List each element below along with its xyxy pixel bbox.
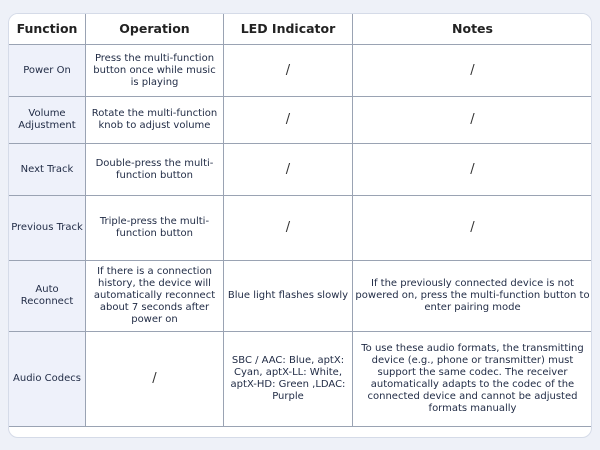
cell-notes: /	[353, 196, 593, 261]
cell-notes: /	[353, 144, 593, 196]
table-row	[9, 332, 593, 427]
cell-operation: Triple-press the multi-function button	[86, 196, 224, 261]
table-row	[9, 261, 593, 332]
cell-led: /	[224, 144, 353, 196]
cell-led: SBC / AAC: Blue, aptX: Cyan, aptX-LL: White, aptX-HD: Green ,LDAC: Purple	[224, 332, 353, 427]
cell-operation: Press the multi-function button once while music is playing	[86, 45, 224, 97]
cell-notes: /	[353, 45, 593, 97]
cell-led: /	[224, 97, 353, 144]
cell-notes: To use these audio formats, the transmitting device (e.g., phone or transmitter) must support the same codec. The receiver automatically adapts to the codec of the connected device and cannot be adjusted formats manually	[353, 332, 593, 427]
cell-operation: Rotate the multi-function knob to adjust volume	[86, 97, 224, 144]
cell-led: Blue light flashes slowly	[224, 261, 353, 332]
table-row	[9, 196, 593, 261]
cell-operation: /	[86, 332, 224, 427]
header-operation: Operation	[86, 14, 224, 45]
cell-notes: /	[353, 97, 593, 144]
header-led-indicator: LED Indicator	[224, 14, 353, 45]
table-header-row	[9, 14, 593, 45]
cell-function: Auto Reconnect	[9, 261, 86, 332]
cell-operation: If there is a connection history, the device will automatically reconnect about 7 seconds after power on	[86, 261, 224, 332]
cell-notes: If the previously connected device is not powered on, press the multi-function button to enter pairing mode	[353, 261, 593, 332]
function-table-card	[8, 13, 592, 438]
table-row	[9, 144, 593, 196]
table-row	[9, 97, 593, 144]
cell-function: Next Track	[9, 144, 86, 196]
cell-operation: Double-press the multi-function button	[86, 144, 224, 196]
header-function: Function	[9, 14, 86, 45]
cell-function: Power On	[9, 45, 86, 97]
cell-led: /	[224, 45, 353, 97]
header-notes: Notes	[353, 14, 593, 45]
cell-function: Audio Codecs	[9, 332, 86, 427]
cell-function: Volume Adjustment	[9, 97, 86, 144]
table-row	[9, 45, 593, 97]
cell-led: /	[224, 196, 353, 261]
cell-function: Previous Track	[9, 196, 86, 261]
function-table	[8, 13, 592, 427]
